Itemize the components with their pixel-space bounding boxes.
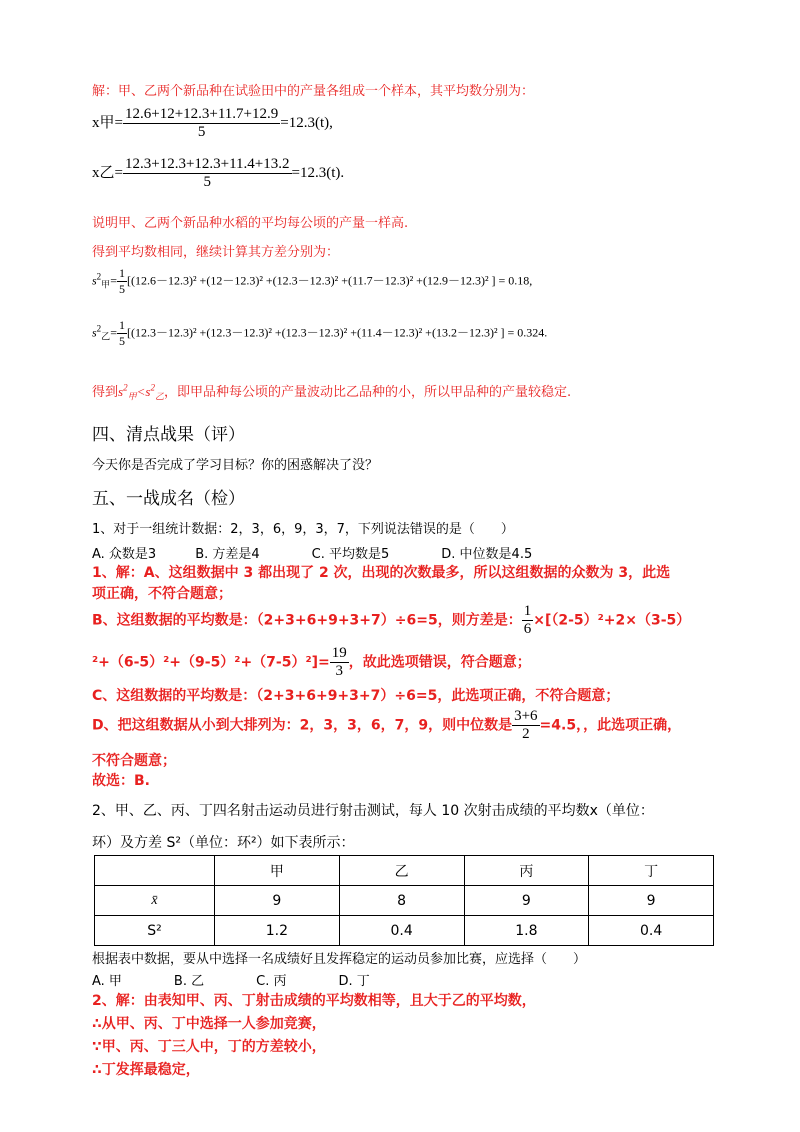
q1-answer-b2: ²+（6-5）²+（9-5）²+（7-5）²]= $\frac{19}{3}$ ，故此选项错误，符合题意； (92, 645, 531, 679)
table-header-bing: 丙 (464, 856, 589, 886)
q1-options: A. 众数是3 B. 方差是4 C. 平均数是5 D. 中位数是4.5 (92, 547, 533, 562)
q2-after-table: 根据表中数据，要从中选择一名成绩好且发挥稳定的运动员参加比赛，应选择（ ） (92, 952, 587, 967)
table-cell: 9 (215, 886, 340, 916)
q1-answer-final: 故选：B. (92, 773, 150, 789)
conclusion-mean: 说明甲、乙两个新品种水稻的平均每公顷的产量一样高. (92, 216, 409, 231)
table-cell: 0.4 (589, 916, 714, 946)
q1-answer-c: C、这组数据的平均数是：（2+3+6+9+3+7）÷6=5，此选项正确，不符合题意； (92, 688, 620, 704)
mean-jia-formula: x甲= $\frac{12.6+12+12.3+11.7+12.9}{5}$ =12.3(t), (92, 106, 333, 140)
table-cell: 8 (339, 886, 464, 916)
q2-options: A. 甲 B. 乙 C. 丙 D. 丁 (92, 974, 370, 989)
final-conclusion: 得到$s^2_甲<s^2_乙$，即甲品种每公顷的产量波动比乙品种的小，所以甲品种的产量较稳定. (92, 382, 572, 402)
scores-table (94, 855, 714, 946)
section5-title: 五、一战成名（检） (92, 489, 245, 509)
variance-jia-formula: $s^2_甲=$ $\frac{1}{5}$ [(12.6－12.3)² +(12－12.3)² +(12.3－12.3)² +(11.7－12.3)² +(12.9－12.3)² ] = 0.18, (92, 266, 533, 296)
variance-intro: 得到平均数相同，继续计算其方差分别为： (92, 245, 340, 260)
mean-yi-fraction: $\frac{12.3+12.3+12.3+11.4+13.2}{5}$ (124, 156, 290, 190)
table-header-row (95, 856, 714, 886)
table-row-label: S² (95, 916, 215, 946)
variance-yi-formula: $s^2_乙=$ $\frac{1}{5}$ [(12.3－12.3)² +(12.3－12.3)² +(12.3－12.3)² +(11.4－12.3)² +(13.2－12.3)² ] = 0.324. (92, 318, 548, 348)
table-cell: 9 (464, 886, 589, 916)
q1-answer-a2: 项正确，不符合题意； (92, 586, 232, 602)
mean-yi-formula: x乙= $\frac{12.3+12.3+12.3+11.4+13.2}{5}$ =12.3(t). (92, 156, 345, 190)
mean-jia-label: x甲 (92, 114, 115, 131)
q1-answer-b1: B、这组数据的平均数是：（2+3+6+9+3+7）÷6=5，则方差是： $\frac{1}{6}$ ×[（2-5）²+2×（3-5） (92, 603, 691, 637)
q2-answer-4: ∴丁发挥最稳定， (92, 1062, 200, 1078)
variance-jia-body: [(12.6－12.3)² +(12－12.3)² +(12.3－12.3)² +(11.7－12.3)² +(12.9－12.3)² ] = 0.18, (126, 273, 533, 288)
q2-answer-3: ∵甲、丙、丁三人中，丁的方差较小， (92, 1039, 326, 1055)
q1-stem: 1、对于一组统计数据：2，3，6，9，3，7，下列说法错误的是（ ） (92, 522, 514, 537)
table-cell: 0.4 (339, 916, 464, 946)
mean-yi-result: =12.3(t). (291, 164, 345, 181)
q1-answer-d1: D、把这组数据从小到大排列为：2，3，3，6，7，9，则中位数是 $\frac{3+6}{2}$ =4.5，，此选项正确， (92, 708, 682, 742)
table-header-ding: 丁 (589, 856, 714, 886)
mean-yi-label: x乙 (92, 164, 115, 181)
table-header-yi: 乙 (339, 856, 464, 886)
q2-answer-2: ∴从甲、丙、丁中选择一人参加竞赛， (92, 1016, 326, 1032)
table-header-jia: 甲 (215, 856, 340, 886)
table-row (95, 886, 714, 916)
table-cell: 9 (589, 886, 714, 916)
table-cell: 1.2 (215, 916, 340, 946)
solution-intro: 解：甲、乙两个新品种在试验田中的产量各组成一个样本，其平均数分别为： (92, 84, 535, 99)
section4-title: 四、清点战果（评） (92, 425, 245, 445)
table-cell: 1.8 (464, 916, 589, 946)
section4-question: 今天你是否完成了学习目标？你的困惑解决了没？ (92, 458, 379, 473)
q1-answer-a1: 1、解：A、这组数据中 3 都出现了 2 次，出现的次数最多，所以这组数据的众数为 3，此选 (92, 565, 671, 581)
table-cell (95, 856, 215, 886)
q2-stem-2: 环）及方差 S²（单位：环²）如下表所示： (92, 835, 355, 851)
q1-answer-d2: 不符合题意； (92, 753, 176, 769)
table-row-label: x̄ (95, 886, 215, 916)
mean-jia-result: =12.3(t), (280, 114, 333, 131)
q2-answer-1: 2、解：由表知甲、丙、丁射击成绩的平均数相等，且大于乙的平均数， (92, 993, 536, 1009)
mean-jia-fraction: $\frac{12.6+12+12.3+11.7+12.9}{5}$ (124, 106, 279, 140)
variance-yi-body: [(12.3－12.3)² +(12.3－12.3)² +(12.3－12.3)² +(11.4－12.3)² +(13.2－12.3)² ] = 0.324. (126, 325, 548, 340)
table-row (95, 916, 714, 946)
q2-stem-1: 2、甲、乙、丙、丁四名射击运动员进行射击测试，每人 10 次射击成绩的平均数x（单位： (92, 803, 654, 819)
